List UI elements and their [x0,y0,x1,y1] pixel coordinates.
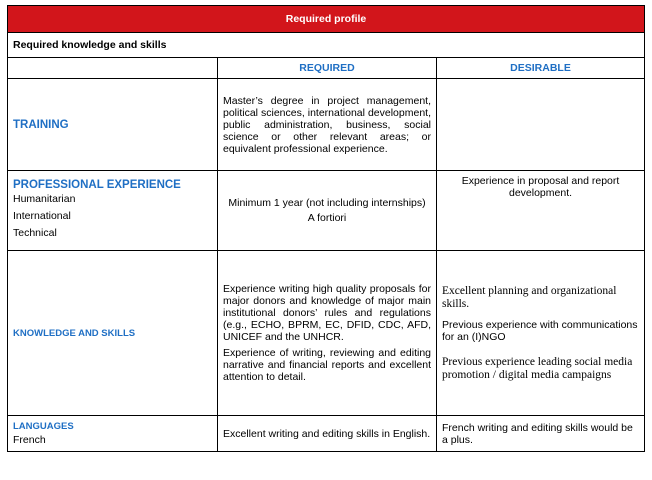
knowledge-required-proposals: Experience writing high quality proposals for major donors and knowledge of major main institutional donors’ rules and regulations (e.g., ECHO, BPRM, EC, DFID, CDC, AFD, UNICEF and the UNHCR. [223,283,431,343]
languages-desirable: French writing and editing skills would be a plus. [437,416,645,452]
required-column-header: REQUIRED [218,58,437,79]
table-row-training [8,79,645,171]
table-row-languages [8,416,645,452]
experience-label-cell [8,171,218,251]
knowledge-required-reports: Experience of writing, reviewing and editing narrative and financial reports and excellent attention to detail. [223,347,431,383]
table-row-knowledge [8,251,645,416]
section-row [8,33,645,58]
experience-sub-technical: Technical [13,227,57,239]
experience-required-cell [218,171,437,251]
column-header-row [8,58,645,79]
knowledge-desirable-social-media: Previous experience leading social media promotion / digital media campaigns [442,355,633,381]
knowledge-required-cell [218,251,437,416]
training-label: TRAINING [13,118,69,131]
desirable-column-header: DESIRABLE [437,58,645,79]
required-profile-table [7,5,645,452]
experience-required-fortiori: A fortiori [307,212,347,224]
experience-label: PROFESSIONAL EXPERIENCE [13,179,181,191]
languages-sub-french: French [13,433,46,446]
languages-label: LANGUAGES [13,420,74,432]
knowledge-label-cell [8,251,218,416]
languages-label-cell [8,416,218,452]
knowledge-desirable-planning: Excellent planning and organizational skills. [442,284,617,310]
section-heading: Required knowledge and skills [8,33,645,58]
training-desirable [437,79,645,171]
experience-desirable: Experience in proposal and report development. [437,171,645,251]
title-row [8,6,645,33]
training-label-cell [8,79,218,171]
experience-sub-humanitarian: Humanitarian [13,193,76,205]
experience-required-duration: Minimum 1 year (not including internships) [228,197,426,209]
knowledge-label: KNOWLEDGE AND SKILLS [13,327,136,339]
knowledge-desirable-communications: Previous experience with communications for an (I)NGO [442,318,638,343]
empty-header-cell [8,58,218,79]
languages-required: Excellent writing and editing skills in English. [218,416,437,452]
table-row-experience [8,171,645,251]
training-required: Master’s degree in project management, political sciences, international development, public administration, business, social science or other relevant areas; or equivalent professional experience. [218,79,437,171]
knowledge-desirable-cell [437,251,645,416]
table-title: Required profile [8,6,645,33]
experience-sub-international: International [13,210,71,222]
